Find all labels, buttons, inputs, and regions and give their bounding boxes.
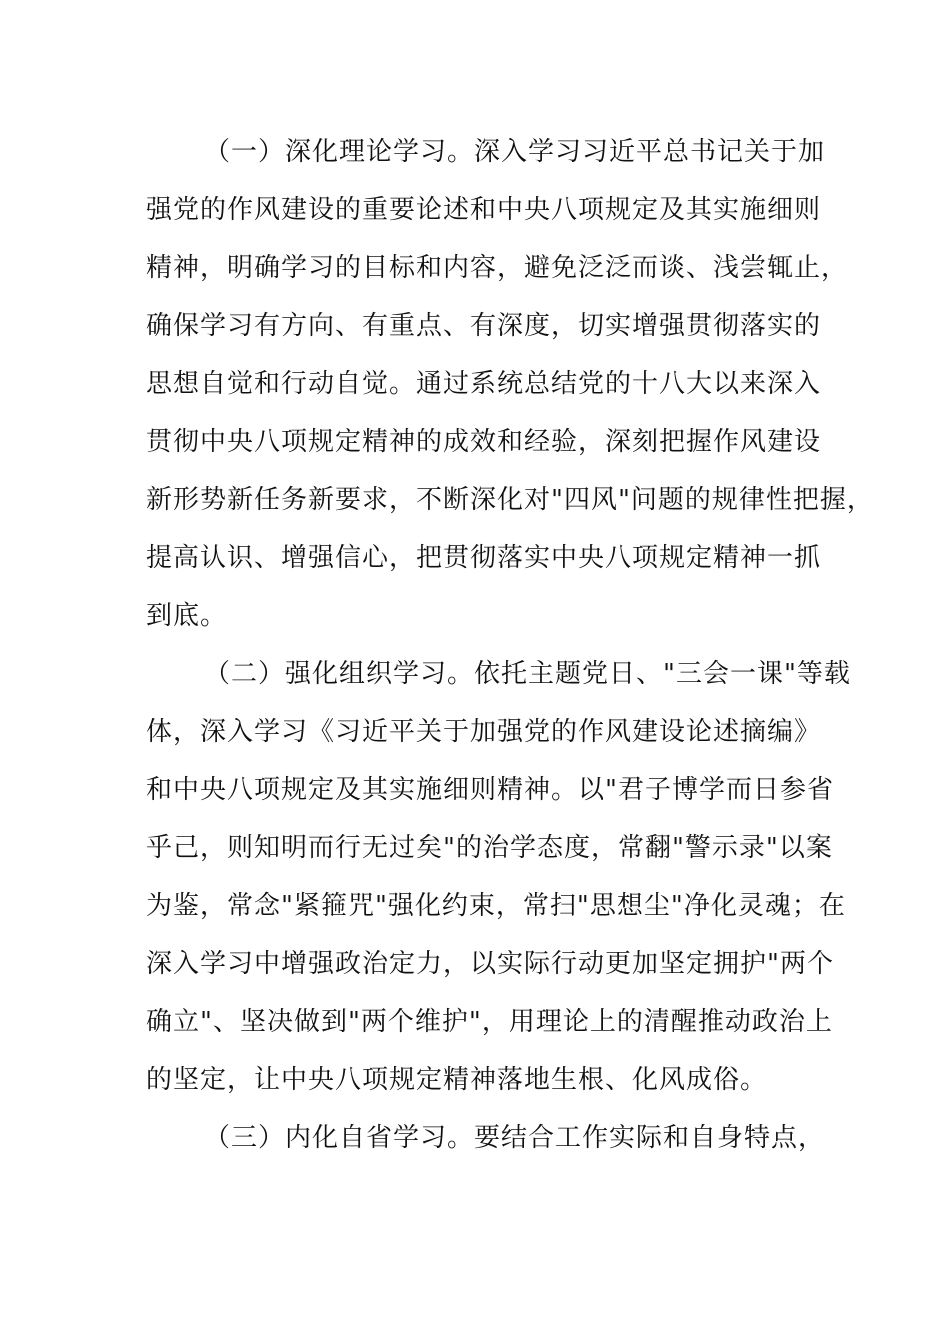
paragraph-1-line-1: （一）深化理论学习。深入学习习近平总书记关于加 xyxy=(204,137,826,167)
paragraph-1-line-2: 强党的作风建设的重要论述和中央八项规定及其实施细则 xyxy=(146,195,822,225)
paragraph-1-line-7: 新形势新任务新要求，不断深化对"四风"问题的规律性把握， xyxy=(146,485,874,515)
paragraph-2-line-4: 乎己，则知明而行无过矣"的治学态度，常翻"警示录"以案 xyxy=(146,833,833,863)
paragraph-2-line-5: 为鉴，常念"紧箍咒"强化约束，常扫"思想尘"净化灵魂；在 xyxy=(146,891,846,921)
paragraph-1-line-9: 到底。 xyxy=(146,601,228,631)
paragraph-2-line-6: 深入学习中增强政治定力，以实际行动更加坚定拥护"两个 xyxy=(146,949,834,979)
paragraph-2-line-2: 体，深入学习《习近平关于加强党的作风建设论述摘编》 xyxy=(146,717,822,747)
paragraph-2-line-8: 的坚定，让中央八项规定精神落地生根、化风成俗。 xyxy=(146,1065,768,1095)
paragraph-1-line-8: 提高认识、增强信心，把贯彻落实中央八项规定精神一抓 xyxy=(146,543,822,573)
paragraph-1-line-4: 确保学习有方向、有重点、有深度，切实增强贯彻落实的 xyxy=(146,311,822,341)
paragraph-1-line-3: 精神，明确学习的目标和内容，避免泛泛而谈、浅尝辄止， xyxy=(146,253,849,283)
paragraph-2-line-3: 和中央八项规定及其实施细则精神。以"君子博学而日参省 xyxy=(146,775,834,805)
document-body xyxy=(146,0,874,1344)
paragraph-2-line-7: 确立"、坚决做到"两个维护"，用理论上的清醒推动政治上 xyxy=(146,1007,833,1037)
paragraph-2-line-1: （二）强化组织学习。依托主题党日、"三会一课"等载 xyxy=(204,659,851,689)
paragraph-3-line-1: （三）内化自省学习。要结合工作实际和自身特点， xyxy=(204,1123,826,1153)
paragraph-1-line-5: 思想自觉和行动自觉。通过系统总结党的十八大以来深入 xyxy=(146,369,822,399)
paragraph-1-line-6: 贯彻中央八项规定精神的成效和经验，深刻把握作风建设 xyxy=(146,427,822,457)
